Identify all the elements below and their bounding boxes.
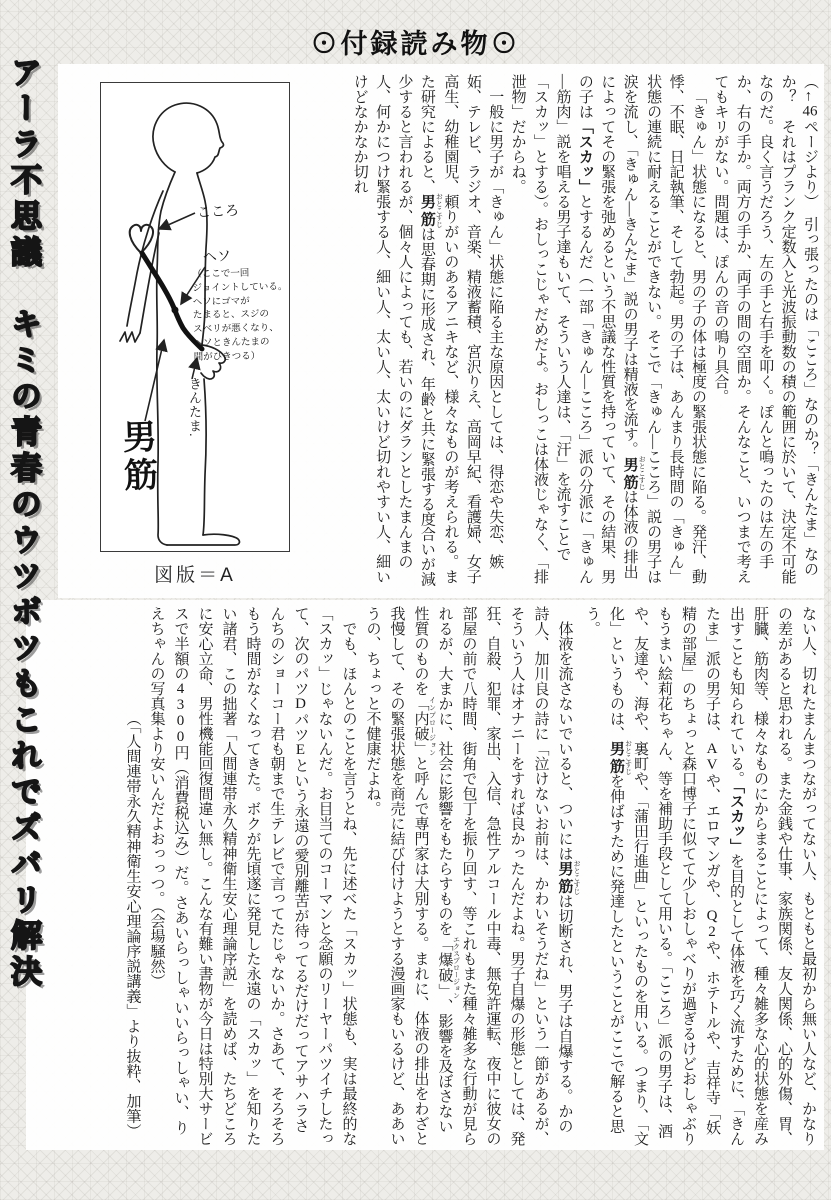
note-line: ヘソときんたまの xyxy=(193,336,270,349)
paragraph-attribution: （「人間連帯永久精神衛生安心理論序説講義」より抜粋、加筆） xyxy=(124,711,141,1139)
navel-joint-dot xyxy=(172,307,179,314)
paragraph: 一般に男子が「きゅん」状態に陥る主な原因としては、得恋や失恋、嫉妬、テレビ、ラジオ、音楽、精液蓄積、宮沢りえ、高岡早紀、看護婦、女子高生、幼稚園児、頼りがいのあるアニキなど、様々なものが考えられる。また研究によると、男筋 おとこすじは思春期に形成され、年齢と共に緊張する度合いが減少すると言われるが、個々人によっても、若いのにダランとしたまんまの人、何かにつけ緊張する人、細い人、太い人、太いけど切れやすい人、細いけどなかなか切れ xyxy=(351,74,504,587)
page-header-title: ⊙付録読み物⊙ xyxy=(310,29,521,59)
figure-label-kintama: きんたま. xyxy=(187,377,202,438)
paragraph: （←46ページより） 引っ張ったのは「こころ」なのか？「きんたま」なのか？ それはプランク定数入と光波振動数の積の範囲に於いて、決定不可能なのだ。良く言うだろう、左の手と右手を叩く。ぽんと鳴ったのは左の手か、右の手か。両方の手か、両手の間の空間か。そんなこと、いつまで考えてもキリがない。問題は、ぽんの音の鳴り具合。 xyxy=(712,74,818,584)
note-line: （ここで一回 xyxy=(192,267,250,280)
note-line: ジョイントしている。 xyxy=(192,280,288,294)
figure-label-kokoro: こころ xyxy=(196,201,240,221)
figure-label-otokosuji: 男筋 xyxy=(116,418,158,496)
figure-caption: 図版＝A xyxy=(154,565,236,586)
article-top-block xyxy=(293,74,821,590)
note-line: 間がひきつる） xyxy=(193,350,261,363)
paragraph: でも、ほんとのことを言うとね、先に述べた「スカッ」状態も、実は最終的な「スカッ」じゃないんだ。お目当てのコーマンと念願のリーヤーパツイチしたって、次のパツDパツEという永遠の愛別離苦が待ってるだけだってアサハラさんちのショーコー君も朝まで生テレビで言ってたじゃないか。さあて、そろそろもう時間がなくなってきた。ボクが先頃遂に発見した永遠の「スカッ」を知りたい諸君、この拙著「人間連帯永久精神衛生安心理論序説」を読めば、たちどころに安心立命、男性機能回復間違い無し。こんな有難い書物が今日は特別大サービスで半額の4300円（消費税込み）だ。さあいらっしゃいいらっしゃい、りえちゃんの写真集より安いんだよおっっつ。（会場騒然） xyxy=(148,606,357,1146)
figure-label-heso: ヘソ xyxy=(202,247,232,265)
figure-illustration-box xyxy=(100,82,290,552)
note-line: スベリが悪くなり、 xyxy=(193,322,279,335)
note-line: ヘソにゴマが xyxy=(192,295,250,308)
kokoro-arrow xyxy=(159,213,195,229)
article-bottom-block xyxy=(32,606,820,1146)
figure-handwritten-note xyxy=(192,266,290,364)
note-line: たまると、スジの xyxy=(192,308,270,322)
paragraph: 体液を流さないでいると、ついには男筋 おとこすじは切断され、男子は自爆する。かの詩人、加川良の詩に「泣けないお前は、かわいそうだね」という一節があるが、そういう人はオナニーをすれば良かったんだよね。男子自爆の形態としては、発狂、自殺、犯罪、家出、入信、急性アルコール中毒、無免許運転、夜中に彼女の部屋の前で八時間、街角で包丁を振り回す、等これもまた種々雑多な行動が見られるが、大まかに、社会に影響をもたらすものを「爆破」 エクスプロージョン、影響を及ぼさない性質のものを「内破」 インプロージョンと呼んで専門家は大別する。まれに、体液の排出をわざと我慢して、その緊張状態を商売に結び付けようとする漫画家もいるけど、ああいうの、ちょっと不健康だよね。 xyxy=(364,606,580,1146)
otokosuji-arrow xyxy=(145,340,164,421)
paragraph: 「きゅん」状態になると、男の子の体は極度の緊張状態に陥る。発汗、動悸、不眠、日記執筆、そして勃起。男の子は、あんまり長時間の「きゅん」状態の連続に耐えることができない。そこで「きゅん―こころ」説の男子は涙を流し、「きゅん―きんたま」説の男子は精液を流す。男筋 おとこすじは体液の排出によってその緊張を弛めるという不思議な性質を持っていて、その結果、男の子は「スカッ」とするんだ（一部「きゅん―こころ」派の分派に「きゅん―筋肉」説を唱える男子達もいて、そういう人達は、「汗」を流すことで「スカッ」とする）。おしっこじゃだめだよ。おしっこは体液じゃなく、「排泄物」だからね。 xyxy=(509,74,706,584)
side-vertical-title: アーラ不思議 キミの青春のウツボツもこれでズバリ解決 xyxy=(6,56,41,991)
paragraph: ない人、切れたまんまつながってない人、もともと最初から無い人など、かなりの差があると思われる。また金銭や仕事、家族関係、友人関係、心的外傷、胃、肝臓、筋肉等、様々なものにからまることによって、種々雑多な心的状態を産み出すことも知られている。「スカッ」を目的として体液を巧く流すために、「きんたま」派の男子は、AVや、エロマンガや、Q2や、ホテトルや、吉祥寺「妖精の部屋」のちょっと森口博子に似てて少しおしゃべりが過ぎるけどおしゃぶりもうまい絵莉花ちゃん、等を補助手段として用いる。「こころ」派の男子は、酒や、友達や、海や、裏町や、「蒲田行進曲」といったものを用いる。つまり、「文化」というものは、男筋 おとこすじを伸ばすために発達したということがここで解ると思う。 xyxy=(584,606,816,1146)
